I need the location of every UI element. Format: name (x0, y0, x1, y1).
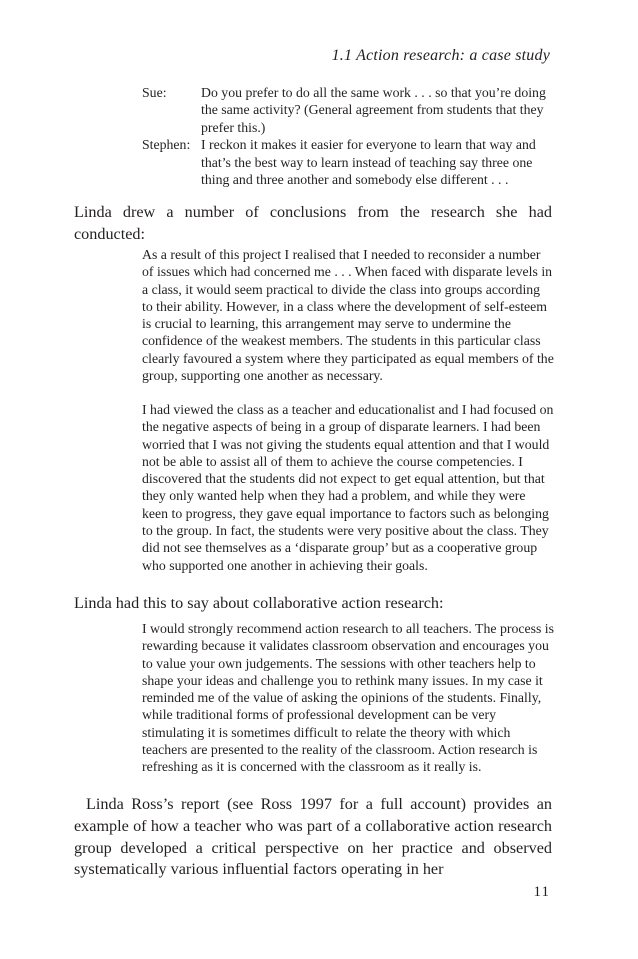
speech-text: Do you prefer to do all the same work . . . so that you’re doing the same activity? (General agreement from students that they prefer this.) (201, 85, 546, 135)
body-paragraph-conclusions-intro: Linda drew a number of conclusions from the research she had conducted: (74, 203, 552, 243)
dialogue-line (142, 84, 552, 136)
body-paragraph-report: Linda Ross’s report (see Ross 1997 for a full account) provides an example of how a teacher who was part of a collaborative action research group developed a critical perspective on her practice and observed systematically various influential factors operating in her (74, 795, 552, 879)
block-quote-recommendation: I would strongly recommend action research to all teachers. The process is rewarding because it validates classroom observation and encourages you to value your own judgements. The sessions with other teachers help to shape your ideas and challenge you to rethink many issues. In my case it reminded me of the value of asking the opinions of the students. Finally, while traditional forms of professional development can be very stimulating it is sometimes difficult to relate the theory with which teachers are presented to the reality of the classroom. Action research is refreshing as it is concerned with the classroom as it really is. (142, 621, 554, 775)
running-head: 1.1 Action research: a case study (331, 47, 550, 64)
block-quote-realisation: As a result of this project I realised that I needed to reconsider a number of issues which had concerned me . . . When faced with disparate levels in a class, it would seem practical to divide the class into groups according to their ability. However, in a class where the development of self-esteem is crucial to learning, this arrangement may serve to undermine the confidence of the weakest members. The students in this particular class clearly favoured a system where they participated as equal members of the group, supporting one another as necessary. (142, 247, 554, 384)
dialogue-excerpt (142, 84, 552, 188)
body-paragraph-collaborative-intro: Linda had this to say about collaborative action research: (74, 594, 444, 612)
speaker-name: Sue: (142, 85, 167, 100)
page-number: 11 (533, 884, 550, 900)
dialogue-line (142, 136, 552, 188)
speech-text: I reckon it makes it easier for everyone to learn that way and that’s the best way to learn instead of teaching say three one thing and three another and somebody else different . . . (201, 137, 536, 188)
speaker-name: Stephen: (142, 137, 191, 153)
block-quote-viewed-class: I had viewed the class as a teacher and educationalist and I had focused on the negative aspects of being in a group of disparate learners. I had been worried that I was not giving the students equal attention and that I would not be able to assist all of them to achieve the course competencies. I discovered that the students did not expect to get equal attention, but that they only wanted help when they had a problem, and while they were keen to progress, they gave equal importance to factors such as belonging to the group. In fact, the students were very positive about the class. They did not see themselves as a ‘disparate group’ but as a cooperative group who supported one another in achieving their goals. (142, 402, 554, 573)
